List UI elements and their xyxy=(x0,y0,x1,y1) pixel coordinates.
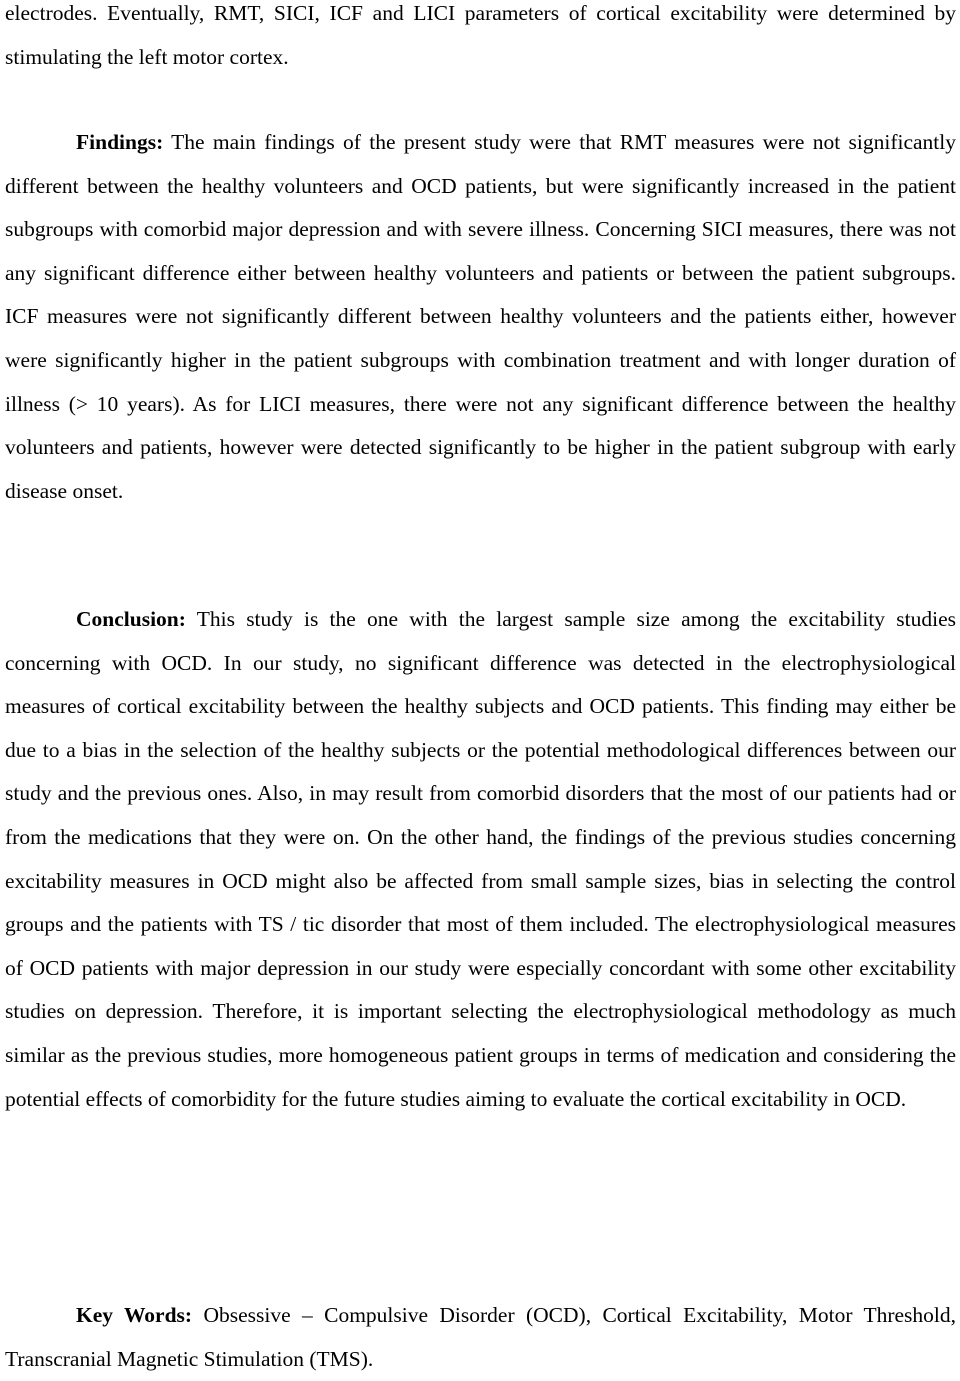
keywords-paragraph xyxy=(5,1294,956,1381)
keywords-text: Obsessive – Compulsive Disorder (OCD), Cortical Excitability, Motor Threshold, Transcranial Magnetic Stimulation (TMS). xyxy=(5,1303,956,1371)
keywords-heading: Key Words: xyxy=(76,1303,193,1327)
conclusion-text: This study is the one with the largest sample size among the excitability studies concerning with OCD. In our study, no significant difference was detected in the electrophysiological measures of cortical excitability between the healthy subjects and OCD patients. This finding may either be due to a bias in the selection of the healthy subjects or the potential methodological differences between our study and the previous ones. Also, in may result from comorbid disorders that the most of our patients had or from the medications that they were on. On the other hand, the findings of the previous studies concerning excitability measures in OCD might also be affected from small sample sizes, bias in selecting the control groups and the patients with TS / tic disorder that most of them included. The electrophysiological measures of OCD patients with major depression in our study were especially concordant with some other excitability studies on depression. Therefore, it is important selecting the electrophysiological methodology as much similar as the previous studies, more homogeneous patient groups in terms of medication and considering the potential effects of comorbidity for the future studies aiming to evaluate the cortical excitability in OCD. xyxy=(5,607,956,1111)
conclusion-heading: Conclusion: xyxy=(76,607,186,631)
conclusion-paragraph xyxy=(5,598,956,1121)
findings-text: The main findings of the present study were that RMT measures were not significantly different between the healthy volunteers and OCD patients, but were significantly increased in the patient subgroups with comorbid major depression and with severe illness. Concerning SICI measures, there was not any significant difference either between healthy volunteers and patients or between the patient subgroups. ICF measures were not significantly different between healthy volunteers and the patients either, however were significantly higher in the patient subgroups with combination treatment and with longer duration of illness (> 10 years). As for LICI measures, there were not any significant difference between the healthy volunteers and patients, however were detected significantly to be higher in the patient subgroup with early disease onset. xyxy=(5,130,956,503)
findings-heading: Findings: xyxy=(76,130,164,154)
intro-paragraph xyxy=(5,0,956,79)
intro-text: electrodes. Eventually, RMT, SICI, ICF and LICI parameters of cortical excitability were determined by stimulating the left motor cortex. xyxy=(5,1,956,69)
findings-paragraph xyxy=(5,121,956,513)
